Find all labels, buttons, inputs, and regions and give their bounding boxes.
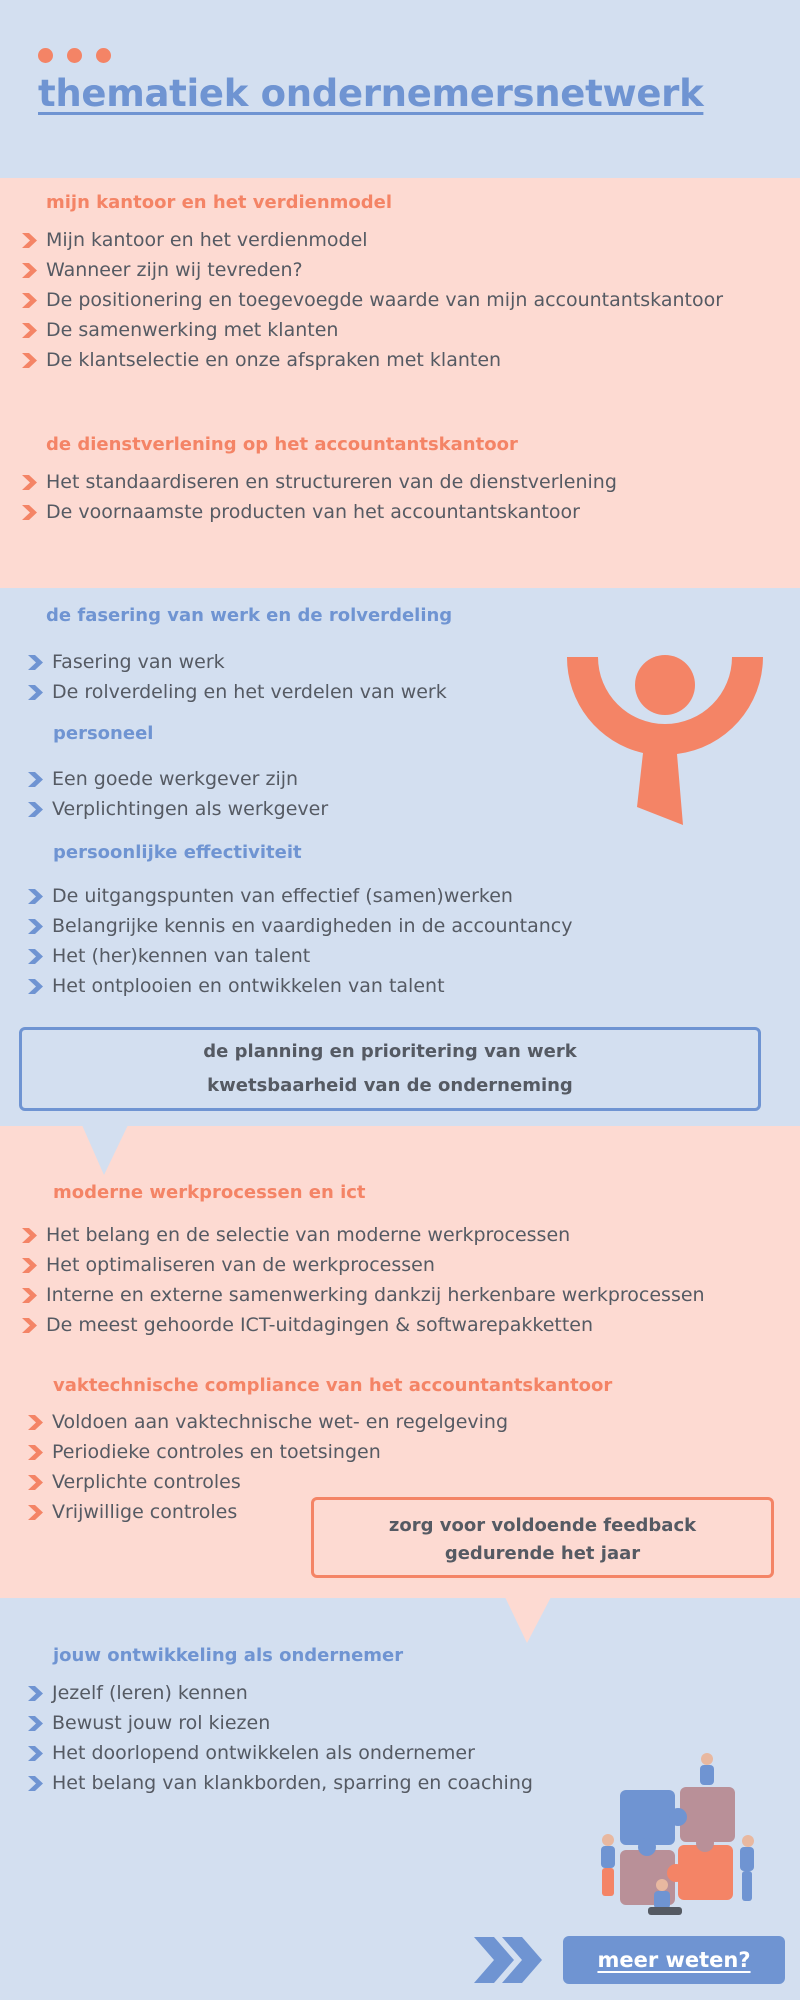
list-werkprocessen	[22, 1220, 705, 1340]
list-fasering	[28, 647, 447, 707]
list-item	[22, 1280, 705, 1310]
list-item	[28, 1407, 508, 1437]
decorative-dots	[38, 48, 111, 63]
planning-line-2: kwetsbaarheid van de onderneming	[207, 1075, 573, 1096]
heading-effectiviteit: persoonlijke effectiviteit	[53, 842, 302, 863]
chevron-right-icon	[28, 802, 44, 817]
list-item-label: Het belang en de selectie van moderne werkprocessen	[46, 1224, 571, 1246]
heading-fasering: de fasering van werk en de rolverdeling	[46, 605, 453, 626]
heading-ontwikkeling: jouw ontwikkeling als ondernemer	[53, 1645, 404, 1666]
chevron-right-icon	[28, 949, 44, 964]
chevron-right-icon	[28, 1415, 44, 1430]
chevron-right-icon	[28, 1686, 44, 1701]
chevron-right-icon	[22, 353, 38, 368]
list-item-label: Een goede werkgever zijn	[52, 768, 299, 790]
list-item	[28, 1467, 508, 1497]
list-item-label: De meest gehoorde ICT-uitdagingen & softwarepakketten	[46, 1314, 594, 1336]
dot-2	[67, 48, 82, 63]
chevron-right-icon	[22, 293, 38, 308]
chevron-right-icon	[22, 233, 38, 248]
list-item	[28, 764, 328, 794]
speech-pointer-feedback	[505, 1597, 551, 1643]
list-item-label: Vrijwillige controles	[52, 1501, 238, 1523]
list-item-label: Fasering van werk	[52, 651, 225, 673]
heading-compliance: vaktechnische compliance van het accountantskantoor	[53, 1375, 613, 1396]
meer-weten-button[interactable]: meer weten?	[563, 1936, 785, 1984]
chevron-right-icon	[28, 979, 44, 994]
feedback-line-2: gedurende het jaar	[444, 1543, 641, 1564]
list-item-label: Verplichte controles	[52, 1471, 241, 1493]
double-chevron-right-icon	[474, 1937, 544, 1983]
list-item	[22, 285, 723, 315]
list-item	[28, 677, 447, 707]
planning-line-1: de planning en prioritering van werk	[203, 1041, 577, 1062]
list-item	[28, 1708, 533, 1738]
list-item	[22, 467, 617, 497]
list-effectiviteit	[28, 881, 572, 1001]
list-item-label: Periodieke controles en toetsingen	[52, 1441, 381, 1463]
list-item-label: Interne en externe samenwerking dankzij herkenbare werkprocessen	[46, 1284, 705, 1306]
list-item	[28, 647, 447, 677]
heading-kantoor: mijn kantoor en het verdienmodel	[46, 192, 393, 213]
chevron-right-icon	[28, 655, 44, 670]
chevron-right-icon	[28, 1505, 44, 1520]
dot-1	[38, 48, 53, 63]
list-item-label: Het ontplooien en ontwikkelen van talent	[52, 975, 445, 997]
list-item	[28, 794, 328, 824]
list-item	[22, 1220, 705, 1250]
list-item-label: De rolverdeling en het verdelen van werk	[52, 681, 447, 703]
list-item-label: De uitgangspunten van effectief (samen)werken	[52, 885, 513, 907]
list-item	[22, 345, 723, 375]
feedback-box	[311, 1497, 774, 1578]
list-item	[28, 971, 572, 1001]
page-title: thematiek ondernemersnetwerk	[38, 72, 704, 115]
chevron-right-icon	[28, 1445, 44, 1460]
list-item	[28, 1437, 508, 1467]
list-item-label: Het (her)kennen van talent	[52, 945, 311, 967]
heading-dienstverlening: de dienstverlening op het accountantskantoor	[46, 434, 518, 455]
list-item	[28, 941, 572, 971]
list-item	[28, 1678, 533, 1708]
list-ontwikkeling	[28, 1678, 533, 1798]
chevron-right-icon	[28, 685, 44, 700]
list-item	[22, 315, 723, 345]
list-item	[28, 881, 572, 911]
chevron-right-icon	[22, 263, 38, 278]
chevron-right-icon	[22, 1258, 38, 1273]
heading-werkprocessen: moderne werkprocessen en ict	[53, 1182, 366, 1203]
chevron-right-icon	[22, 323, 38, 338]
list-item	[28, 1738, 533, 1768]
list-item	[28, 911, 572, 941]
list-item	[22, 225, 723, 255]
list-item-label: Bewust jouw rol kiezen	[52, 1712, 271, 1734]
list-item-label: De klantselectie en onze afspraken met klanten	[46, 349, 502, 371]
list-item-label: Verplichtingen als werkgever	[52, 798, 329, 820]
chevron-right-icon	[28, 1776, 44, 1791]
list-item-label: Jezelf (leren) kennen	[52, 1682, 248, 1704]
list-item-label: Voldoen aan vaktechnische wet- en regelgeving	[52, 1411, 509, 1433]
puzzle-teamwork-illustration	[590, 1745, 760, 1930]
chevron-right-icon	[22, 1318, 38, 1333]
list-item-label: Het optimaliseren van de werkprocessen	[46, 1254, 435, 1276]
list-item	[22, 1310, 705, 1340]
list-item-label: Het belang van klankborden, sparring en coaching	[52, 1772, 533, 1794]
chevron-right-icon	[28, 1716, 44, 1731]
heading-personeel: personeel	[53, 723, 154, 744]
list-item-label: Het standaardiseren en structureren van de dienstverlening	[46, 471, 617, 493]
list-item	[22, 1250, 705, 1280]
list-item-label: Wanneer zijn wij tevreden?	[46, 259, 303, 281]
chevron-right-icon	[28, 889, 44, 904]
list-item-label: Het doorlopend ontwikkelen als ondernemer	[52, 1742, 475, 1764]
speech-pointer-planning	[82, 1125, 128, 1175]
chevron-right-icon	[22, 505, 38, 520]
chevron-right-icon	[28, 919, 44, 934]
list-item-label: De positionering en toegevoegde waarde van mijn accountantskantoor	[46, 289, 724, 311]
chevron-right-icon	[28, 772, 44, 787]
list-dienstverlening	[22, 467, 617, 527]
chevron-right-icon	[28, 1475, 44, 1490]
logo-mark	[565, 655, 765, 825]
dot-3	[96, 48, 111, 63]
chevron-right-icon	[22, 475, 38, 490]
list-item	[22, 497, 617, 527]
list-item-label: De samenwerking met klanten	[46, 319, 339, 341]
list-item-label: Mijn kantoor en het verdienmodel	[46, 229, 368, 251]
list-personeel	[28, 764, 328, 824]
chevron-right-icon	[22, 1288, 38, 1303]
list-item	[22, 255, 723, 285]
list-item	[28, 1768, 533, 1798]
chevron-right-icon	[22, 1228, 38, 1243]
chevron-right-icon	[28, 1746, 44, 1761]
list-item-label: De voornaamste producten van het accountantskantoor	[46, 501, 580, 523]
list-item-label: Belangrijke kennis en vaardigheden in de accountancy	[52, 915, 573, 937]
planning-box	[19, 1027, 761, 1111]
list-kantoor	[22, 225, 723, 375]
feedback-line-1: zorg voor voldoende feedback	[388, 1515, 697, 1536]
